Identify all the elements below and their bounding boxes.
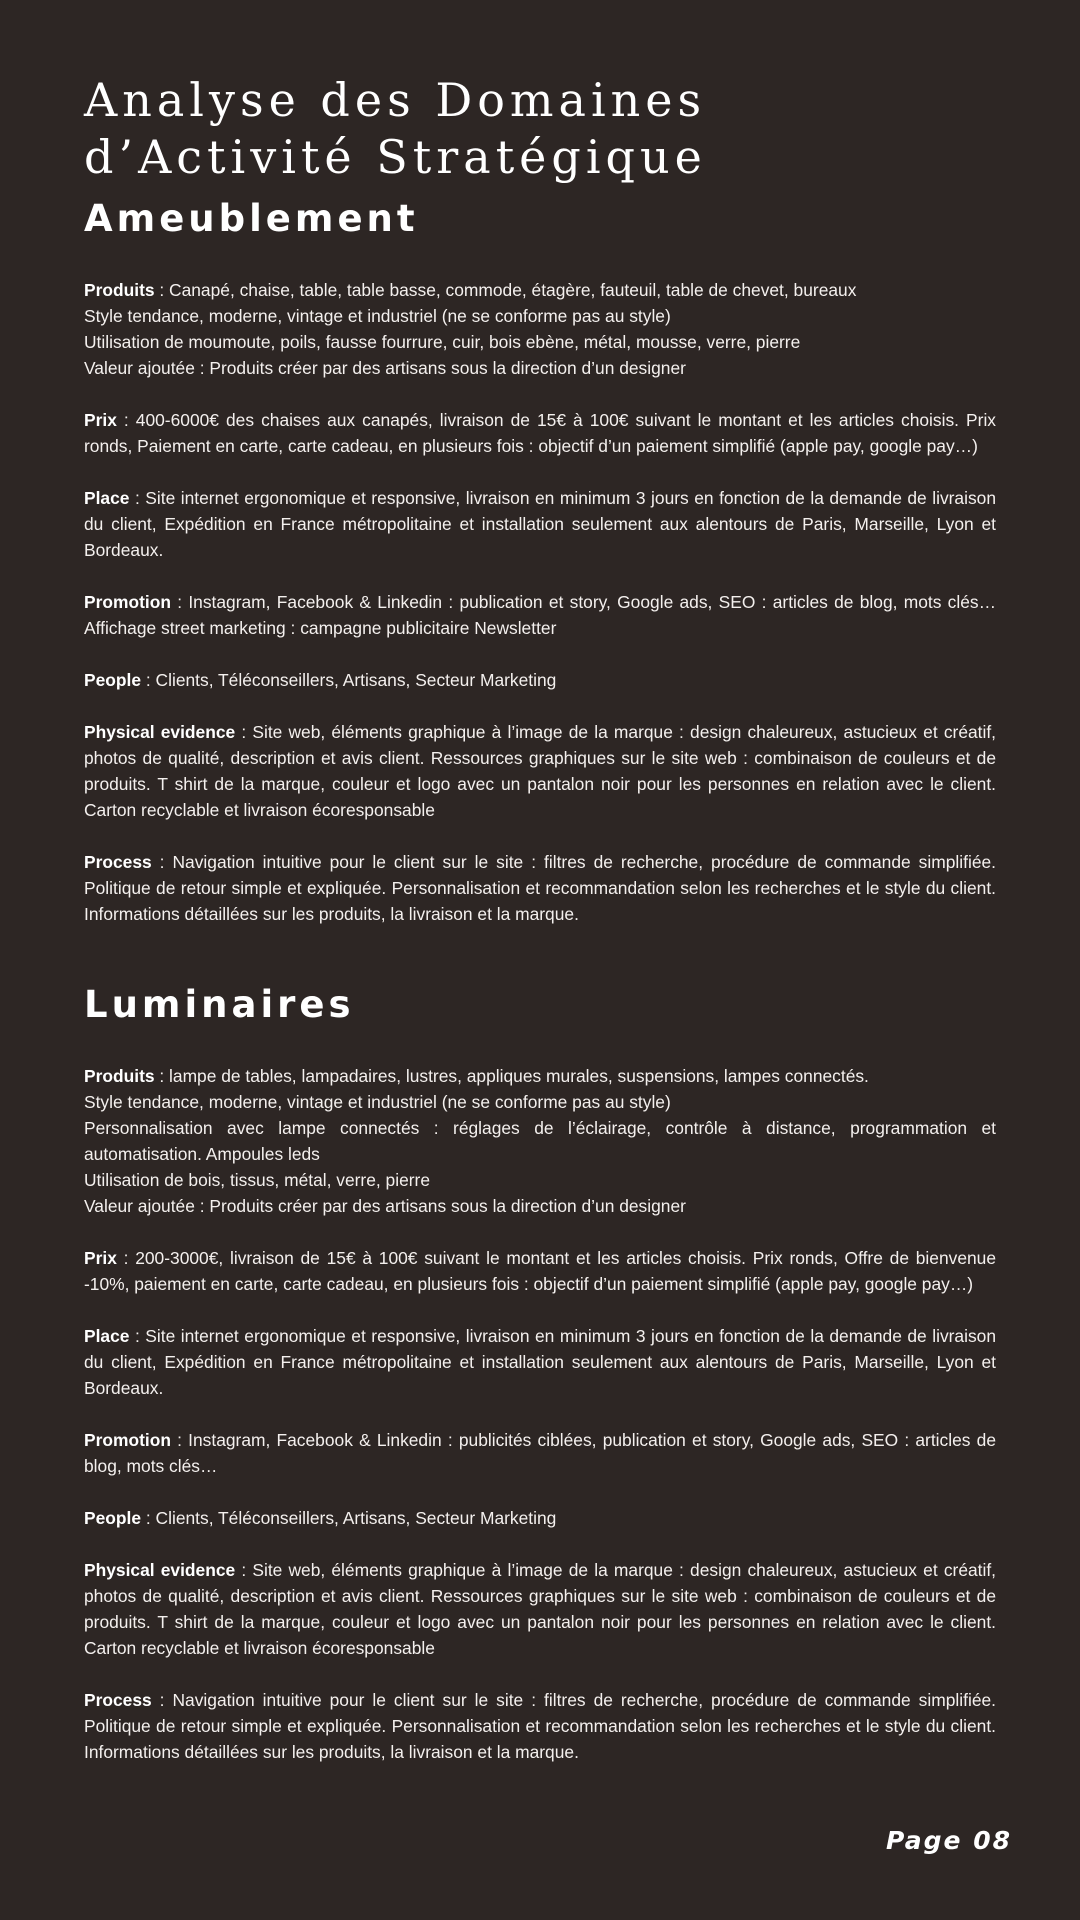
paragraph-text: 400-6000€ des chaises aux canapés, livraison de 15€ à 100€ suivant le montant et les articles choisis. Prix ronds, Paiement en carte, carte cadeau, en plusieurs fois : objectif d’un paiement simplifié (apple pay, google pay…) bbox=[84, 410, 997, 456]
paragraph-separator: : bbox=[116, 410, 136, 430]
paragraph-text: Site web, éléments graphique à l’image de la marque : design chaleureux, astucieux et créatif, photos de qualité, description et avis client. Ressources graphiques sur le site web : combinaison de couleurs et de produits. T shirt de la marque, couleur et logo avec un pantalon noir pour les personnes en relation avec le client. Carton recyclable et livraison écoresponsable bbox=[84, 722, 997, 820]
paragraph-physical-evidence bbox=[84, 1557, 996, 1661]
paragraph-separator: : bbox=[116, 1248, 136, 1268]
paragraph-people bbox=[84, 1505, 996, 1531]
paragraph-line: Style tendance, moderne, vintage et industriel (ne se conforme pas au style) bbox=[84, 306, 671, 326]
paragraph-text: Clients, Téléconseillers, Artisans, Secteur Marketing bbox=[155, 670, 557, 690]
paragraph-line: Style tendance, moderne, vintage et industriel (ne se conforme pas au style) bbox=[84, 1092, 671, 1112]
paragraph-key: Place bbox=[84, 488, 130, 508]
paragraph-text: Navigation intuitive pour le client sur le site : filtres de recherche, procédure de commande simplifiée. Politique de retour simple et expliquée. Personnalisation et recommandation selon les recherches et le style du client. Informations détaillées sur les produits, la livraison et la marque. bbox=[84, 1690, 996, 1762]
paragraph-key: Place bbox=[84, 1326, 130, 1346]
section-title: Ameublement bbox=[84, 197, 419, 240]
paragraph-place bbox=[84, 1323, 996, 1401]
paragraph-prix bbox=[84, 407, 996, 459]
paragraph-prix bbox=[84, 1245, 996, 1297]
paragraph-promotion bbox=[84, 589, 996, 641]
paragraph-separator: : bbox=[170, 592, 189, 612]
paragraph-key: Promotion bbox=[84, 1430, 171, 1450]
paragraph-separator: : bbox=[235, 1560, 253, 1580]
paragraph-line: Personnalisation avec lampe connectés : réglages de l’éclairage, contrôle à distance, programmation et automatisation. Ampoules leds bbox=[84, 1118, 996, 1164]
section-title: Luminaires bbox=[84, 983, 355, 1026]
paragraph-first-line bbox=[84, 277, 996, 303]
paragraph-text: Site internet ergonomique et responsive, livraison en minimum 3 jours en fonction de la demande de livraison du client, Expédition en France métropolitaine et installation seulement aux alentours de Paris, Marseille, Lyon et Bordeaux. bbox=[84, 488, 997, 560]
paragraph-text: Instagram, Facebook & Linkedin : publication et story, Google ads, SEO : articles de blog, mots clés… Affichage street marketing : campagne publicitaire Newsletter bbox=[84, 592, 997, 638]
paragraph-separator: : bbox=[129, 488, 146, 508]
paragraph-key: Promotion bbox=[84, 592, 171, 612]
paragraph-separator: : bbox=[170, 1430, 189, 1450]
paragraph-key: Process bbox=[84, 1690, 152, 1710]
paragraph-separator: : bbox=[235, 722, 253, 742]
paragraph-line: Utilisation de moumoute, poils, fausse fourrure, cuir, bois ebène, métal, mousse, verre, pierre bbox=[84, 332, 801, 352]
paragraph-text: Site web, éléments graphique à l’image de la marque : design chaleureux, astucieux et créatif, photos de qualité, description et avis client. Ressources graphiques sur le site web : combinaison de couleurs et de produits. T shirt de la marque, couleur et logo avec un pantalon noir pour les personnes en relation avec le client. Carton recyclable et livraison écoresponsable bbox=[84, 1560, 997, 1658]
paragraph-promotion bbox=[84, 1427, 996, 1479]
paragraph-text: lampe de tables, lampadaires, lustres, appliques murales, suspensions, lampes connectés. bbox=[169, 1066, 869, 1086]
paragraph-separator: : bbox=[151, 852, 173, 872]
section-luminaires bbox=[84, 980, 996, 1765]
paragraph-key: People bbox=[84, 1508, 142, 1528]
paragraph-text: Canapé, chaise, table, table basse, commode, étagère, fauteuil, table de chevet, bureaux bbox=[169, 280, 857, 300]
page-number: Page 08 bbox=[886, 1826, 1012, 1855]
paragraph-separator: : bbox=[129, 1326, 146, 1346]
paragraph-key: Physical evidence bbox=[84, 1560, 236, 1580]
paragraph-key: Physical evidence bbox=[84, 722, 236, 742]
paragraph-key: Produits bbox=[84, 1066, 155, 1086]
paragraph-line: Valeur ajoutée : Produits créer par des artisans sous la direction d’un designer bbox=[84, 358, 686, 378]
paragraph-key: Prix bbox=[84, 410, 117, 430]
paragraph-text: Instagram, Facebook & Linkedin : publicités ciblées, publication et story, Google ads, SEO : articles de blog, mots clés… bbox=[84, 1430, 997, 1476]
paragraph-text: Site internet ergonomique et responsive, livraison en minimum 3 jours en fonction de la demande de livraison du client, Expédition en France métropolitaine et installation seulement aux alentours de Paris, Marseille, Lyon et Bordeaux. bbox=[84, 1326, 997, 1398]
paragraph-key: Prix bbox=[84, 1248, 117, 1268]
paragraph-key: Process bbox=[84, 852, 152, 872]
paragraph-produits bbox=[84, 1063, 996, 1219]
paragraph-key: Produits bbox=[84, 280, 155, 300]
paragraph-separator: : bbox=[141, 1508, 156, 1528]
paragraph-separator: : bbox=[154, 280, 170, 300]
paragraph-separator: : bbox=[141, 670, 156, 690]
paragraph-separator: : bbox=[154, 1066, 170, 1086]
paragraph-text: Navigation intuitive pour le client sur le site : filtres de recherche, procédure de commande simplifiée. Politique de retour simple et expliquée. Personnalisation et recommandation selon les recherches et le style du client. Informations détaillées sur les produits, la livraison et la marque. bbox=[84, 852, 996, 924]
paragraph-line: Valeur ajoutée : Produits créer par des artisans sous la direction d’un designer bbox=[84, 1196, 686, 1216]
paragraph-place bbox=[84, 485, 996, 563]
paragraph-process bbox=[84, 1687, 996, 1765]
paragraph-physical-evidence bbox=[84, 719, 996, 823]
paragraph-separator: : bbox=[151, 1690, 173, 1710]
paragraph-text: Clients, Téléconseillers, Artisans, Secteur Marketing bbox=[155, 1508, 557, 1528]
paragraph-text: 200-3000€, livraison de 15€ à 100€ suivant le montant et les articles choisis. Prix ronds, Offre de bienvenue -10%, paiement en carte, carte cadeau, en plusieurs fois : objectif d’un paiement simplifié (apple pay, google pay…) bbox=[84, 1248, 997, 1294]
paragraph-people bbox=[84, 667, 996, 693]
page-title: Analyse des Domaines d’Activité Stratégique bbox=[84, 73, 707, 184]
paragraph-line: Utilisation de bois, tissus, métal, verre, pierre bbox=[84, 1170, 431, 1190]
section-ameublement bbox=[84, 194, 996, 927]
paragraph-first-line bbox=[84, 1063, 996, 1089]
paragraph-key: People bbox=[84, 670, 142, 690]
paragraph-produits bbox=[84, 277, 996, 381]
paragraph-process bbox=[84, 849, 996, 927]
